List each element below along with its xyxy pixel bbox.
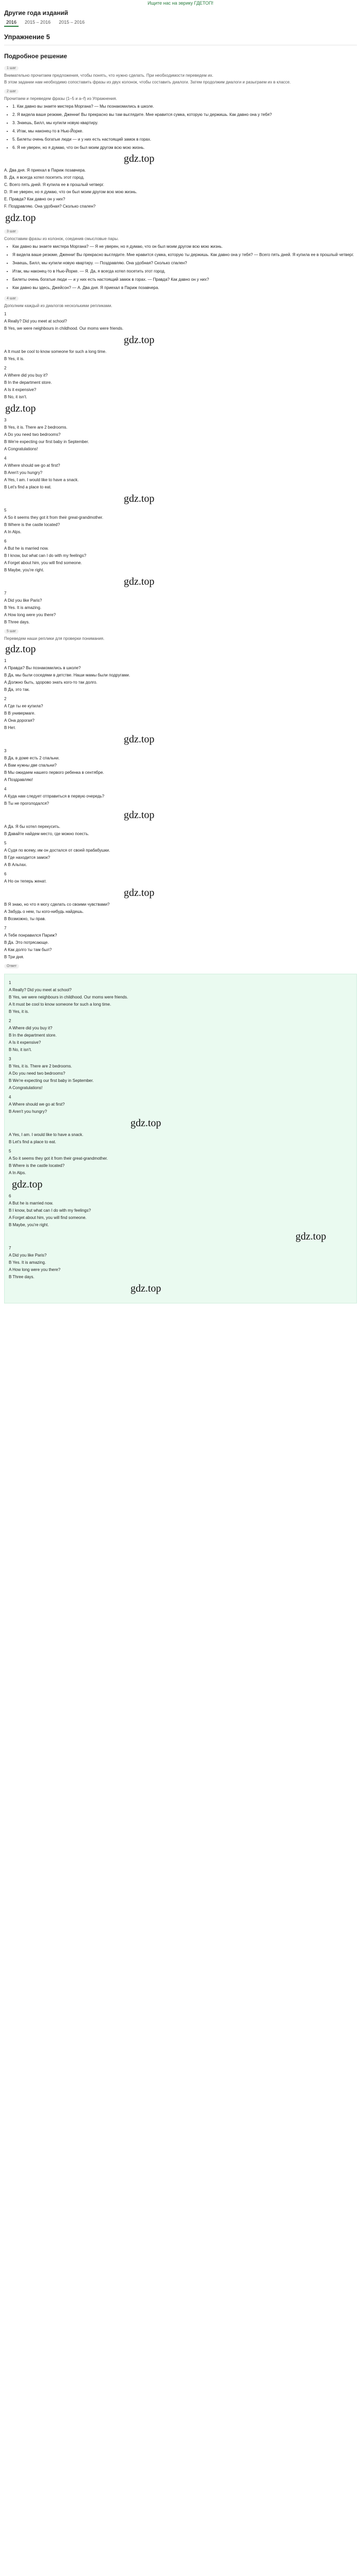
dialogue-line: A It must be cool to know someone for such a long time. bbox=[9, 1002, 111, 1007]
step-intro: В этом задании нам необходимо сопоставить фразы из двух колонок, чтобы составить диалоги. Затем продолжим диалоги и разыграем их в классе. bbox=[4, 80, 291, 84]
dialogue-line: B Yes, we were neighbours in childhood. Our moms were friends. bbox=[4, 326, 124, 331]
step-intro: Дополним каждый из диалогов несколькими репликами. bbox=[4, 303, 112, 308]
phrase-line: F. Поздравляю. Она удобная? Сколько спален? bbox=[4, 204, 96, 209]
edition-tab[interactable]: 2015 – 2016 bbox=[25, 20, 51, 25]
list-item: • 1. Как давно вы знаете мистера Моргана? — Мы познакомились в школе. bbox=[12, 104, 357, 110]
dialogue-line: A Did you like Paris? bbox=[9, 1253, 47, 1258]
dialogue-number: 6 bbox=[4, 872, 7, 876]
phrase-line: D. Я не уверен, но я думаю, что он был моим другом всю мою жизнь. bbox=[4, 190, 137, 194]
dialogue-line: A Куда нам следует отправиться в первую очередь? bbox=[4, 794, 105, 799]
dialogue-line: A Where should we go at first? bbox=[9, 1102, 65, 1107]
dialogue-line: B Yes. It is amazing. bbox=[9, 1260, 46, 1265]
dialogue-line: A Did you like Paris? bbox=[4, 598, 42, 603]
dialogue-line: A It must be cool to know someone for such a long time. bbox=[4, 349, 107, 354]
dialogue-number: 3 bbox=[4, 749, 7, 753]
step-pill: 5 шаг bbox=[4, 629, 19, 634]
dialogue-line: A How long were you there? bbox=[9, 1267, 61, 1272]
dialogue-line: A Forget about him, you will find someone. bbox=[4, 561, 82, 565]
list-item: • Итак, мы наконец-то в Нью-Йорке. — Я. Да, я всегда хотел посетить этот город. bbox=[12, 268, 357, 275]
dialogue-line: B Давайте найдем место, где можно поесть. bbox=[4, 832, 89, 836]
dialogue-line: B Let's find a place to eat. bbox=[4, 485, 52, 489]
dialogues-ru bbox=[0, 657, 361, 961]
step-pill: 2 шаг bbox=[4, 89, 19, 94]
dialogue-number: 4 bbox=[9, 1095, 11, 1099]
list-item: • 4. Итак, мы наконец-то в Нью-Йорке. bbox=[12, 128, 357, 134]
step-pill: 3 шаг bbox=[4, 229, 19, 234]
watermark: gdz.top bbox=[124, 887, 155, 899]
dialogue-line: A Do you need two bedrooms? bbox=[4, 432, 61, 437]
dialogue-line: B Aren't you hungry? bbox=[4, 470, 43, 475]
dialogue-line: А Где ты ее купила? bbox=[4, 704, 43, 708]
dialogue-line: B Да, это так. bbox=[4, 687, 30, 692]
dialogue-line: A Do you need two bedrooms? bbox=[9, 1071, 65, 1076]
dialogue-line: B Да, мы были соседями в детстве. Наши мамы были подругами. bbox=[4, 673, 130, 677]
dialogue-line: А Должно быть, здорово знать кого-то так долго. bbox=[4, 680, 97, 685]
step-intro: Переведем наши реплики для проверки понимания. bbox=[4, 636, 105, 641]
dialogue-line: A Is it expensive? bbox=[9, 1040, 41, 1045]
dialogue-line: В Мы ожидаем нашего первого ребенка в сентябре. bbox=[4, 770, 104, 775]
dialogue-line: А Забудь о нем, ты кого-нибудь найдешь. bbox=[4, 909, 84, 914]
dialogue-number: 2 bbox=[4, 697, 7, 701]
dialogue-line: A Forget about him, you will find someone. bbox=[9, 1215, 87, 1220]
dialogue-line: A Where did you buy it? bbox=[9, 1026, 53, 1030]
dialogue-line: B Да. Это потрясающе. bbox=[4, 940, 49, 945]
dialogue-number: 3 bbox=[9, 1057, 11, 1061]
dialogue-line: A Really? Did you meet at school? bbox=[9, 988, 72, 992]
watermark: gdz.top bbox=[130, 1283, 161, 1294]
dialogue-line: A Where did you buy it? bbox=[4, 373, 48, 378]
dialogue-line: B Three days. bbox=[4, 620, 30, 624]
dialogue-line: А Правда? Вы познакомились в школе? bbox=[4, 666, 81, 670]
dialogue-number: 2 bbox=[4, 366, 7, 370]
edition-tab[interactable]: 2015 – 2016 bbox=[59, 20, 85, 25]
dialogue-line: B I know, but what can I do with my feelings? bbox=[4, 553, 87, 558]
dialogue-line: A So it seems they got it from their great-grandmother. bbox=[4, 515, 104, 520]
watermark: gdz.top bbox=[124, 493, 155, 504]
phrase-line: B. Да, я всегда хотел посетить этот город. bbox=[4, 175, 85, 180]
list-item: • 3. Знаешь, Билл, мы купили новую квартиру. bbox=[12, 120, 357, 126]
phrase-line: E. Правда? Как давно он у них? bbox=[4, 197, 65, 201]
list-item: • Знаешь, Билл, мы купили новую квартиру. — Поздравляю. Она удобная? Сколько спален? bbox=[12, 260, 357, 266]
dialogue-line: А Она дорогая? bbox=[4, 718, 35, 723]
dialogue-line: А В Альпах. bbox=[4, 862, 27, 867]
dialogue-line: A Is it expensive? bbox=[4, 387, 37, 392]
dialogue-line: B No, it isn't. bbox=[9, 1047, 32, 1052]
dialogue-line: B Три дня. bbox=[4, 955, 24, 959]
top-banner[interactable]: Ищите нас на эврику ГДЕТОП! bbox=[147, 1, 214, 6]
editions-title: Другие года изданий bbox=[4, 9, 69, 16]
edition-tab[interactable]: 2016 bbox=[4, 19, 19, 27]
dialogue-line: A Судя по всему, им он достался от своей прабабушки. bbox=[4, 848, 110, 853]
phrase-line: C. Всего пять дней. Я купила ее в прошлый четверг. bbox=[4, 182, 104, 187]
watermark: gdz.top bbox=[12, 1179, 43, 1190]
dialogue-line: B Where is the castle located? bbox=[4, 522, 60, 527]
dialogue-line: А Вам нужны две спальни? bbox=[4, 763, 57, 768]
dialogue-number: 5 bbox=[4, 508, 7, 513]
dialogue-line: А Как долго ты там был? bbox=[4, 947, 52, 952]
step-intro: Сопоставим фразы из колонок, соединив смысловые пары. bbox=[4, 236, 119, 241]
watermark: gdz.top bbox=[130, 1117, 161, 1129]
watermark: gdz.top bbox=[5, 403, 36, 414]
dialogue-line: B Ты не проголодался? bbox=[4, 801, 49, 806]
dialogue-line: B Aren't you hungry? bbox=[9, 1109, 47, 1114]
dialogue-line: А Тебе понравился Париж? bbox=[4, 933, 57, 938]
step-intro: Внимательно прочитаем предложения, чтобы понять, что нужно сделать. При необходимости переведем их. bbox=[4, 73, 214, 78]
dialogue-line: A So it seems they got it from their great-grandmother. bbox=[9, 1156, 108, 1161]
watermark: gdz.top bbox=[124, 809, 155, 821]
dialogue-line: A Really? Did you meet at school? bbox=[4, 319, 67, 324]
watermark: gdz.top bbox=[124, 334, 155, 346]
list-item: • Как давно вы знаете мистера Моргана? — Я не уверен, но я думаю, что он был моим другом всю мою жизнь. bbox=[12, 244, 357, 250]
editions-block bbox=[0, 6, 361, 27]
dialogue-line: B Yes, it is. There are 2 bedrooms. bbox=[4, 425, 68, 430]
dialogue-number: 7 bbox=[4, 926, 7, 930]
dialogue-number: 4 bbox=[4, 787, 7, 791]
dialogue-number: 5 bbox=[9, 1149, 11, 1154]
dialogue-line: B Maybe, you're right. bbox=[9, 1223, 49, 1227]
list-item: • Я видела ваше резюме, Дженни! Вы прекрасно выглядите. Мне нравится сумка, которую ты держишь. Как давно она у тебя? — Всего пять дней. Я купила ее в прошлый четверг. bbox=[12, 252, 357, 258]
dialogue-line: B Yes, it is. There are 2 bedrooms. bbox=[9, 1064, 72, 1069]
dialogue-line: B In the department store. bbox=[4, 380, 52, 385]
dialogue-line: A In Alps. bbox=[9, 1171, 26, 1175]
watermark: gdz.top bbox=[5, 212, 36, 224]
dialogues-en bbox=[0, 311, 361, 626]
dialogue-line: A Yes, I am. I would like to have a snack. bbox=[9, 1132, 84, 1137]
dialogue-line: B Yes. It is amazing. bbox=[4, 605, 42, 610]
dialogue-line: A But he is married now. bbox=[4, 546, 49, 551]
dialogue-line: А Но он теперь женат. bbox=[4, 879, 47, 884]
step-pill: 4 шаг bbox=[4, 296, 19, 301]
match-list bbox=[12, 244, 357, 291]
dialogue-line: B Yes, it is. bbox=[9, 1009, 29, 1014]
step-pill: 1 шаг bbox=[4, 66, 19, 71]
editions-tabs bbox=[4, 19, 357, 27]
answer-pill: Ответ bbox=[4, 964, 19, 969]
dialogue-line: B Возможно, ты прав. bbox=[4, 917, 46, 921]
list-item: • Билеты очень богатые люди — и у них есть настоящий замок в горах. — Правда? Как давно он у них? bbox=[12, 277, 357, 283]
watermark: gdz.top bbox=[5, 643, 36, 655]
dialogue-line: B I know, but what can I do with my feelings? bbox=[9, 1208, 91, 1213]
dialogue-number: 4 bbox=[4, 456, 7, 461]
solution-title: Подробное решение bbox=[4, 53, 68, 60]
dialogue-number: 6 bbox=[9, 1194, 11, 1198]
watermark: gdz.top bbox=[124, 576, 155, 587]
dialogue-number: 1 bbox=[4, 658, 7, 663]
dialogue-line: B Нет. bbox=[4, 725, 16, 730]
watermark: gdz.top bbox=[124, 153, 155, 164]
dialogue-line: B Я знаю, но что я могу сделать со своими чувствами? bbox=[4, 902, 110, 907]
dialogue-line: А Поздравляю! bbox=[4, 777, 34, 782]
watermark: gdz.top bbox=[296, 1231, 326, 1242]
dialogue-line: B В универмаге. bbox=[4, 711, 36, 716]
dialogue-line: B Yes, it is. bbox=[4, 357, 25, 361]
dialogue-line: A But he is married now. bbox=[9, 1201, 54, 1206]
list-item: • 2. Я видела ваше резюме, Дженни! Вы прекрасно вы там выглядите. Мне нравится сумка, которую ты держишь. Как давно она у тебя? bbox=[12, 112, 357, 118]
dialogue-line: B Where is the castle located? bbox=[9, 1163, 65, 1168]
dialogue-line: B Let's find a place to eat. bbox=[9, 1140, 56, 1144]
dialogue-line: B Yes, we were neighbours in childhood. Our moms were friends. bbox=[9, 995, 128, 999]
dialogue-line: В Да, в доме есть 2 спальни. bbox=[4, 756, 60, 760]
dialogue-number: 3 bbox=[4, 418, 7, 422]
dialogue-line: B We're expecting our first baby in September. bbox=[9, 1078, 94, 1083]
dialogue-number: 7 bbox=[4, 591, 7, 596]
dialogue-line: B No, it isn't. bbox=[4, 395, 27, 399]
dialogue-line: B In the department store. bbox=[9, 1033, 57, 1038]
dialogue-number: 5 bbox=[4, 841, 7, 845]
answer-block bbox=[4, 974, 357, 1303]
dialogue-number: 2 bbox=[9, 1019, 11, 1023]
watermark: gdz.top bbox=[124, 734, 155, 745]
step-intro: Прочитаем и переведем фразы (1–5 и a–f) из Упражнения. bbox=[4, 96, 117, 101]
list-item: • Как давно вы здесь, Джейсон? — А. Два дня. Я приехал в Париж позавчера. bbox=[12, 285, 357, 291]
dialogue-line: B Maybe, you're right. bbox=[4, 568, 44, 572]
list-item: • 6. Я не уверен, но я думаю, что он был моим другом всю мою жизнь. bbox=[12, 145, 357, 151]
dialogue-number: 1 bbox=[4, 312, 7, 316]
dialogue-number: 1 bbox=[9, 980, 11, 985]
dialogue-line: A How long were you there? bbox=[4, 613, 56, 617]
phrase-list bbox=[12, 104, 357, 151]
dialogue-line: В Где находится замок? bbox=[4, 855, 51, 860]
dialogue-line: A Congratulations! bbox=[4, 447, 38, 451]
dialogue-line: A Congratulations! bbox=[9, 1086, 43, 1090]
dialogue-line: A Where should we go at first? bbox=[4, 463, 60, 468]
dialogue-line: B We're expecting our first baby in September. bbox=[4, 439, 89, 444]
dialogue-line: A In Alps. bbox=[4, 530, 22, 534]
dialogue-number: 6 bbox=[4, 539, 7, 544]
dialogue-line: А Да. Я бы хотел перекусить. bbox=[4, 824, 60, 829]
dialogue-line: B Three days. bbox=[9, 1275, 35, 1279]
dialogue-line: A Yes, I am. I would like to have a snack. bbox=[4, 478, 79, 482]
dialogue-number: 7 bbox=[9, 1246, 11, 1250]
list-item: • 5. Билеты очень богатые люди — и у них есть настоящий замок в горах. bbox=[12, 137, 357, 143]
exercise-title: Упражнение 5 bbox=[4, 33, 50, 41]
phrase-line: А. Два дня. Я приехал в Париж позавчера. bbox=[4, 168, 86, 173]
